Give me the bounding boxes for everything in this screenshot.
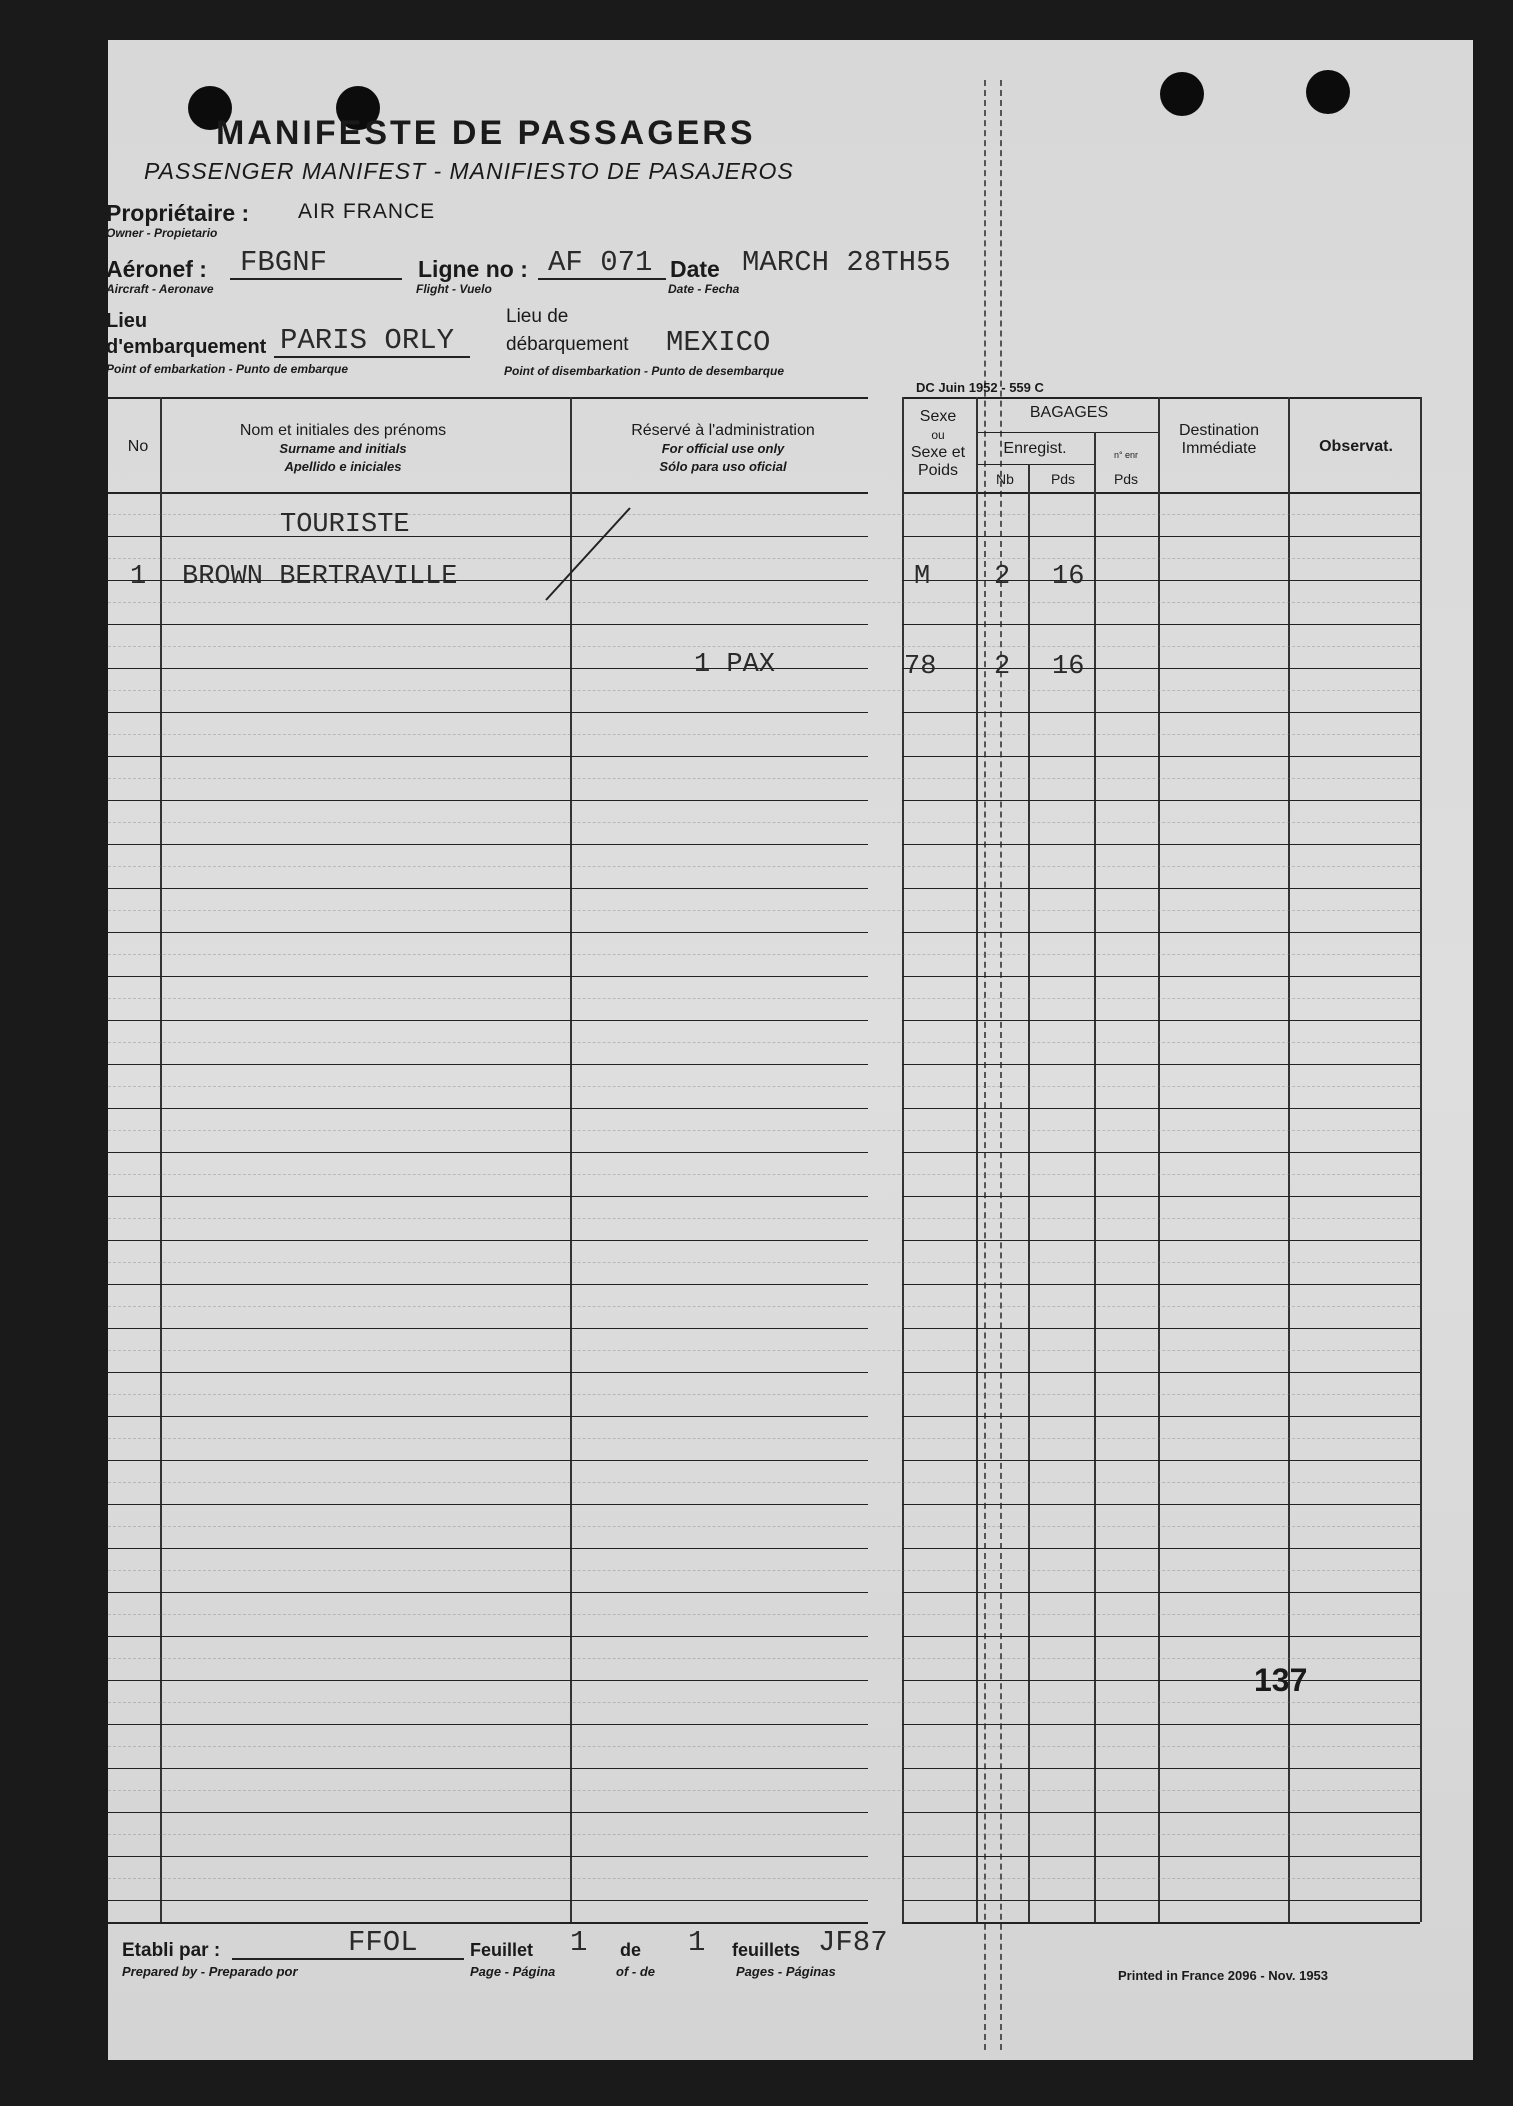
embark-underline xyxy=(274,356,470,358)
row-rule xyxy=(902,1240,1420,1241)
col-dest-1: Destination xyxy=(1178,422,1260,439)
col-line-no xyxy=(160,397,162,1922)
manifest-sheet xyxy=(108,40,1473,2060)
col-name-fr: Nom et initiales des prénoms xyxy=(239,422,447,439)
feuillet-sub: Page - Página xyxy=(470,1964,556,1979)
row-2-no: 1 xyxy=(130,562,147,592)
row-1-name: TOURISTE xyxy=(280,510,410,540)
row-rule xyxy=(108,1328,868,1329)
prepared-value: FFOL xyxy=(348,1926,418,1959)
row-subrule xyxy=(108,646,1420,647)
row-rule xyxy=(108,756,868,757)
row-subrule xyxy=(108,1350,1420,1351)
col-line-bag xyxy=(976,397,978,1922)
row-rule xyxy=(902,1328,1420,1329)
prepared-sub: Prepared by - Preparado por xyxy=(122,1964,298,1979)
col-line-name xyxy=(570,397,572,1922)
row-rule xyxy=(902,1284,1420,1285)
row-rule xyxy=(902,580,1420,581)
col-header-destination xyxy=(1160,422,1278,458)
col-sex-4: Poids xyxy=(917,462,959,479)
col-header-pds: Pds xyxy=(1050,471,1076,487)
flight-value: AF 071 xyxy=(548,246,653,279)
col-header-name xyxy=(164,422,522,476)
row-rule xyxy=(108,1064,868,1065)
flight-underline xyxy=(538,278,666,280)
row-subrule xyxy=(108,1570,1420,1571)
aircraft-sub: Aircraft - Aeronave xyxy=(106,282,214,296)
owner-value: AIR FRANCE xyxy=(298,200,436,223)
flight-label: Ligne no : xyxy=(418,256,528,282)
feuillet-value: 1 xyxy=(570,1926,588,1959)
row-subrule xyxy=(108,602,1420,603)
prepared-label: Etabli par : xyxy=(122,1940,221,1961)
row-rule xyxy=(108,1680,868,1681)
row-rule xyxy=(108,888,868,889)
table-header-bottom-right xyxy=(902,492,1420,494)
row-rule xyxy=(108,712,868,713)
col-header-observ: Observat. xyxy=(1319,438,1393,455)
row-rule xyxy=(108,1108,868,1109)
row-rule xyxy=(108,1724,868,1725)
row-rule xyxy=(902,1020,1420,1021)
row-3-admin: 1 PAX xyxy=(694,650,776,680)
col-line-pds xyxy=(1094,432,1096,1922)
col-header-admin xyxy=(578,422,868,476)
row-subrule xyxy=(108,690,1420,691)
col-line-sex xyxy=(902,397,904,1922)
row-rule xyxy=(902,1064,1420,1065)
row-rule xyxy=(108,1196,868,1197)
row-subrule xyxy=(108,1526,1420,1527)
row-rule xyxy=(108,1548,868,1549)
row-rule xyxy=(902,1636,1420,1637)
bagages-divider xyxy=(978,432,1160,433)
row-subrule xyxy=(108,1834,1420,1835)
row-subrule xyxy=(108,1394,1420,1395)
row-rule xyxy=(108,1636,868,1637)
row-rule xyxy=(902,536,1420,537)
row-3-sex: 78 xyxy=(904,652,937,682)
feuillets-sub: Pages - Páginas xyxy=(736,1964,836,1979)
row-subrule xyxy=(108,1438,1420,1439)
col-admin-es: Sólo para uso oficial xyxy=(659,459,787,474)
punch-hole xyxy=(1160,72,1204,116)
row-rule xyxy=(902,1372,1420,1373)
row-rule xyxy=(902,1504,1420,1505)
row-rule xyxy=(902,844,1420,845)
disembark-value: MEXICO xyxy=(666,326,771,359)
form-title: MANIFESTE DE PASSAGERS xyxy=(216,114,756,152)
row-rule xyxy=(108,624,868,625)
row-rule xyxy=(108,536,868,537)
embark-label-2: d'embarquement xyxy=(106,336,267,358)
enregist-divider xyxy=(978,464,1094,465)
row-rule xyxy=(108,1504,868,1505)
row-subrule xyxy=(108,778,1420,779)
row-subrule xyxy=(108,1130,1420,1131)
col-header-no xyxy=(118,438,158,456)
row-rule xyxy=(902,1812,1420,1813)
row-rule xyxy=(108,976,868,977)
row-rule xyxy=(902,1856,1420,1857)
row-subrule xyxy=(108,1262,1420,1263)
row-subrule xyxy=(108,1086,1420,1087)
col-header-pds2: Pds xyxy=(1113,471,1139,487)
printer-mark: Printed in France 2096 - Nov. 1953 xyxy=(1118,1968,1329,1983)
row-rule xyxy=(902,1592,1420,1593)
row-rule xyxy=(108,1284,868,1285)
row-subrule xyxy=(108,734,1420,735)
date-label: Date xyxy=(670,256,720,282)
row-rule xyxy=(902,1152,1420,1153)
row-subrule xyxy=(108,1042,1420,1043)
row-rule xyxy=(902,1768,1420,1769)
col-sex-2: ou xyxy=(931,428,945,442)
row-subrule xyxy=(108,1306,1420,1307)
de-sub: of - de xyxy=(616,1964,655,1979)
row-rule xyxy=(108,1416,868,1417)
owner-sub: Owner - Propietario xyxy=(106,226,218,240)
table-top-left xyxy=(108,397,868,399)
de-value: 1 xyxy=(688,1926,706,1959)
owner-label: Propriétaire : xyxy=(106,200,250,226)
row-rule xyxy=(902,800,1420,801)
row-rule xyxy=(108,1768,868,1769)
row-rule xyxy=(902,1460,1420,1461)
row-rule xyxy=(108,800,868,801)
perforation-line xyxy=(984,80,1002,2050)
row-subrule xyxy=(108,1658,1420,1659)
row-rule xyxy=(902,888,1420,889)
aircraft-underline xyxy=(230,278,402,280)
embark-sub: Point of embarkation - Punto de embarque xyxy=(106,362,349,376)
col-dest-2: Immédiate xyxy=(1181,440,1257,457)
col-line-dest xyxy=(1158,397,1160,1922)
row-subrule xyxy=(108,910,1420,911)
row-subrule xyxy=(108,558,1420,559)
col-admin-fr: Réservé à l'administration xyxy=(631,422,815,439)
table-top-right xyxy=(902,397,1420,399)
row-rule xyxy=(902,1680,1420,1681)
row-subrule xyxy=(108,822,1420,823)
row-rule xyxy=(902,624,1420,625)
row-rule xyxy=(902,712,1420,713)
row-subrule xyxy=(108,866,1420,867)
row-3-pds: 16 xyxy=(1052,652,1085,682)
row-rule xyxy=(902,1196,1420,1197)
disembark-label: Lieu de xyxy=(506,306,569,327)
col-header-sex xyxy=(902,408,974,480)
col-sex-3: Sexe et xyxy=(910,444,966,461)
row-subrule xyxy=(108,998,1420,999)
aircraft-value: FBGNF xyxy=(240,246,328,279)
row-rule xyxy=(902,1900,1420,1901)
footer-top-left xyxy=(108,1922,868,1924)
row-rule xyxy=(108,1856,868,1857)
row-rule xyxy=(108,1372,868,1373)
de-label: de xyxy=(620,1940,642,1960)
row-rule xyxy=(108,932,868,933)
col-name-en: Surname and initials xyxy=(279,441,407,456)
row-2-name: BROWN BERTRAVILLE xyxy=(182,562,458,592)
col-header-bagages: BAGAGES xyxy=(1029,404,1109,421)
feuillet-label: Feuillet xyxy=(470,1940,534,1960)
row-rule xyxy=(902,932,1420,933)
aircraft-label: Aéronef : xyxy=(106,256,207,282)
form-code: DC Juin 1952 - 559 C xyxy=(916,380,1044,395)
feuillets-value: JF87 xyxy=(818,1926,888,1959)
row-rule xyxy=(902,1548,1420,1549)
col-header-enregist: Enregist. xyxy=(1003,440,1067,457)
row-rule xyxy=(902,756,1420,757)
row-rule xyxy=(108,1240,868,1241)
row-subrule xyxy=(108,954,1420,955)
embark-label: Lieu xyxy=(106,310,148,332)
flight-sub: Flight - Vuelo xyxy=(416,282,492,296)
row-rule xyxy=(108,1460,868,1461)
col-line-nb xyxy=(1028,464,1030,1922)
row-rule xyxy=(108,844,868,845)
col-no-text: No xyxy=(127,438,149,455)
prepared-underline xyxy=(232,1958,464,1960)
row-rule xyxy=(108,1592,868,1593)
punch-hole xyxy=(1306,70,1350,114)
col-header-nonenr: n° enr xyxy=(1113,450,1139,460)
stamp-number: 137 xyxy=(1254,1662,1308,1698)
col-name-es: Apellido e iniciales xyxy=(284,459,402,474)
footer-top-right xyxy=(902,1922,1420,1924)
pen-slash xyxy=(538,500,638,610)
row-rule xyxy=(902,668,1420,669)
date-value: MARCH 28TH55 xyxy=(742,246,951,279)
row-subrule xyxy=(108,1702,1420,1703)
row-subrule xyxy=(108,1218,1420,1219)
date-sub: Date - Fecha xyxy=(668,282,740,296)
row-rule xyxy=(902,1416,1420,1417)
row-subrule xyxy=(108,1614,1420,1615)
disembark-sub: Point of disembarkation - Punto de desembarque xyxy=(504,364,785,378)
col-header-nb: Nb xyxy=(996,471,1014,487)
row-2-pds: 16 xyxy=(1052,562,1085,592)
row-subrule xyxy=(108,1482,1420,1483)
row-3-nb: 2 xyxy=(994,652,1011,682)
row-2-nb: 2 xyxy=(994,562,1011,592)
feuillets-label: feuillets xyxy=(732,1940,801,1960)
row-subrule xyxy=(108,1746,1420,1747)
embark-value: PARIS ORLY xyxy=(280,324,455,357)
table-header-bottom-left xyxy=(108,492,868,494)
row-rule xyxy=(108,1152,868,1153)
row-rule xyxy=(902,1108,1420,1109)
col-sex-1: Sexe xyxy=(919,408,957,425)
form-subtitle: PASSENGER MANIFEST - MANIFIESTO DE PASAJEROS xyxy=(144,158,794,184)
row-subrule xyxy=(108,1174,1420,1175)
row-rule xyxy=(902,1724,1420,1725)
col-admin-en: For official use only xyxy=(661,441,785,456)
row-subrule xyxy=(108,1790,1420,1791)
row-rule xyxy=(108,1900,868,1901)
row-rule xyxy=(902,976,1420,977)
row-2-sex: M xyxy=(914,562,931,592)
row-rule xyxy=(108,1812,868,1813)
col-line-right xyxy=(1420,397,1422,1922)
row-rule xyxy=(108,1020,868,1021)
disembark-label-2: débarquement xyxy=(506,334,629,355)
row-subrule xyxy=(108,1878,1420,1879)
